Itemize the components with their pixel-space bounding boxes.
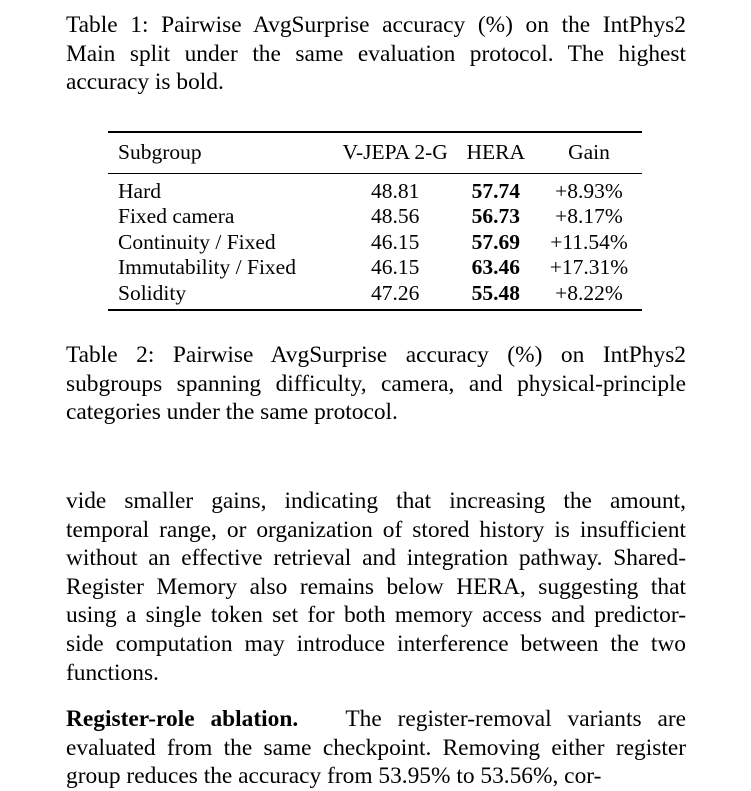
cell-gain: +8.17% xyxy=(555,203,623,228)
table1-caption: Table 1: Pairwise AvgSurprise accuracy (%) on the IntPhys2 Main split under the same evaluation protocol. The highest accuracy is bold. xyxy=(66,12,686,96)
table-row xyxy=(108,229,642,255)
header-gain: Gain xyxy=(568,140,610,165)
cell-vjepa: 48.56 xyxy=(370,203,420,228)
cell-subgroup: Continuity / Fixed xyxy=(118,229,276,254)
cell-hera: 55.48 xyxy=(471,280,520,305)
cell-vjepa: 48.81 xyxy=(370,178,420,203)
cell-subgroup: Hard xyxy=(118,178,161,203)
cell-vjepa: 46.15 xyxy=(370,229,420,254)
cell-vjepa: 46.15 xyxy=(370,255,420,280)
table-row xyxy=(108,255,642,281)
header-hera: HERA xyxy=(466,140,526,165)
subgroup-results-table xyxy=(108,131,642,311)
cell-subgroup: Fixed camera xyxy=(118,203,235,228)
header-vjepa: V-JEPA 2-G xyxy=(342,140,448,165)
paragraph-heading: Register-role ablation. xyxy=(66,706,299,732)
cell-gain: +11.54% xyxy=(550,229,628,254)
cell-hera: 57.69 xyxy=(471,229,520,254)
cell-subgroup: Immutability / Fixed xyxy=(118,255,296,280)
cell-hera: 57.74 xyxy=(471,178,520,203)
register-ablation-paragraph xyxy=(66,705,686,791)
paragraph-text: The register-removal variants are evaluated from the same checkpoint. Removing either register group reduces the accuracy from 53.95% to 53.56%, cor- xyxy=(66,706,686,790)
cell-gain: +8.93% xyxy=(555,178,623,203)
table-row xyxy=(108,281,642,309)
cell-subgroup: Solidity xyxy=(118,280,187,305)
table-row xyxy=(108,204,642,230)
cell-gain: +17.31% xyxy=(549,255,629,280)
cell-hera: 56.73 xyxy=(471,203,520,228)
table-header-row xyxy=(108,133,642,173)
table-row xyxy=(108,173,642,204)
table2-caption: Table 2: Pairwise AvgSurprise accuracy (%) on IntPhys2 subgroups spanning difficulty, camera, and physical-principle categories under the same protocol. xyxy=(66,342,686,426)
cell-vjepa: 47.26 xyxy=(370,280,420,305)
header-subgroup: Subgroup xyxy=(118,140,202,165)
cell-gain: +8.22% xyxy=(555,280,623,305)
cell-hera: 63.46 xyxy=(471,255,520,280)
body-paragraph: vide smaller gains, indicating that increasing the amount, temporal range, or organization of stored history is insufficient without an effective retrieval and integration pathway. Shared-Register Memory also remains below HERA, suggesting that using a single token set for both memory access and predictor-side computation may introduce interference between the two functions. xyxy=(66,488,686,686)
